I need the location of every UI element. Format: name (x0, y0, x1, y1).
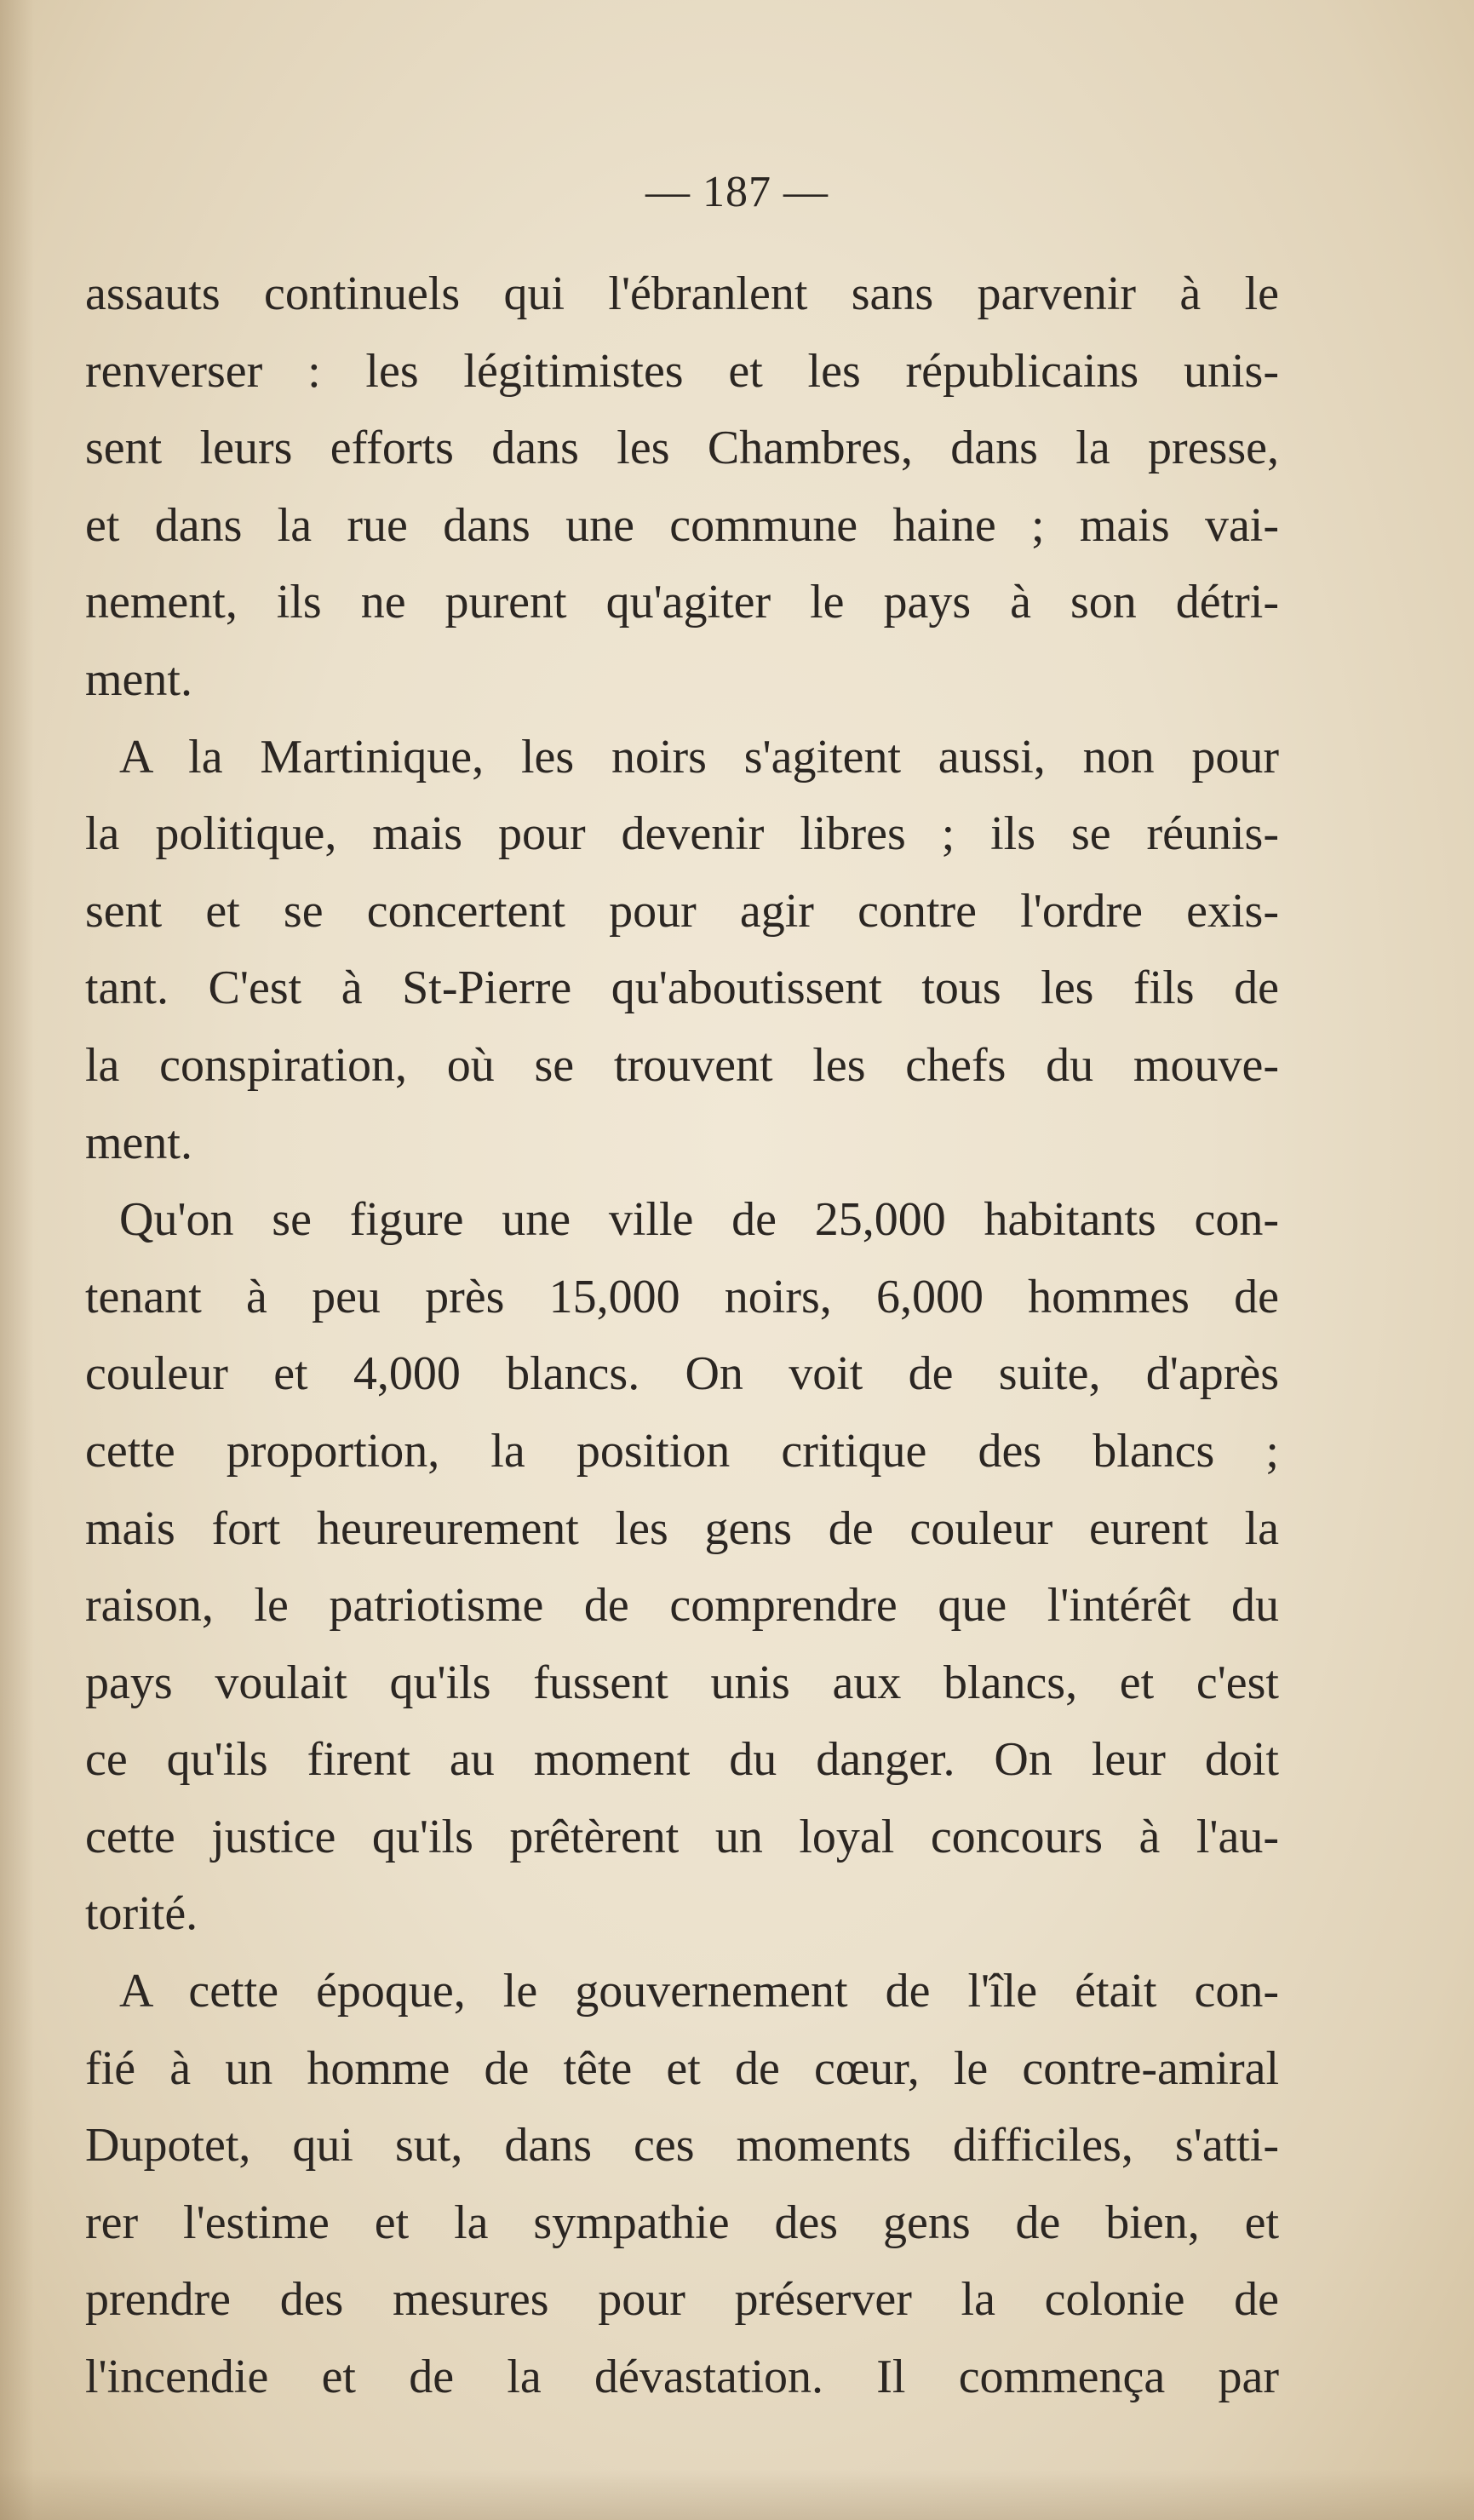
text-line: pays voulait qu'ils fussent unis aux blancs, et c'est (85, 1656, 1279, 1709)
text-line: raison, le patriotisme de comprendre que l'intérêt du (85, 1579, 1279, 1633)
text-line: ment. (85, 1116, 192, 1169)
text-line: et dans la rue dans une commune haine ; mais vai- (85, 498, 1279, 552)
text-line: assauts continuels qui l'ébranlent sans parvenir à le (85, 267, 1279, 320)
text-line: tant. C'est à St-Pierre qu'aboutissent tous les fils de (85, 962, 1279, 1015)
text-line: nement, ils ne purent qu'agiter le pays à son détri- (85, 576, 1279, 629)
page-number: — 187 — (645, 168, 829, 216)
body-text (85, 255, 1279, 2416)
text-line: cette proportion, la position critique des blancs ; (85, 1424, 1279, 1478)
page-bottom-shadow (0, 2469, 1474, 2520)
text-line: Dupotet, qui sut, dans ces moments difficiles, s'atti- (85, 2119, 1279, 2173)
text-line: torité. (85, 1887, 198, 1941)
text-line: l'incendie et de la dévastation. Il commença par (85, 2351, 1279, 2404)
text-line: tenant à peu près 15,000 noirs, 6,000 hommes de (85, 1270, 1279, 1323)
text-line: sent et se concertent pour agir contre l'ordre exis- (85, 884, 1279, 938)
paragraph-start-line: Qu'on se figure une ville de 25,000 habitants con- (119, 1193, 1279, 1247)
text-line: prendre des mesures pour préserver la colonie de (85, 2273, 1279, 2327)
text-line: rer l'estime et la sympathie des gens de bien, et (85, 2196, 1279, 2249)
page-edge-shadow (0, 0, 34, 2520)
text-line: la conspiration, où se trouvent les chefs du mouve- (85, 1038, 1279, 1092)
text-line: sent leurs efforts dans les Chambres, dans la presse, (85, 422, 1279, 475)
paragraph-start-line: A la Martinique, les noirs s'agitent aussi, non pour (119, 730, 1279, 784)
text-line: la politique, mais pour devenir libres ; ils se réunis- (85, 807, 1279, 861)
text-line: couleur et 4,000 blancs. On voit de suite, d'après (85, 1347, 1279, 1401)
paragraph-start-line: A cette époque, le gouvernement de l'île était con- (119, 1965, 1279, 2018)
text-line: fié à un homme de tête et de cœur, le contre-amiral (85, 2041, 1279, 2095)
text-line: cette justice qu'ils prêtèrent un loyal concours à l'au- (85, 1810, 1279, 1863)
text-line: renverser : les légitimistes et les républicains unis- (85, 344, 1279, 398)
text-line: mais fort heureurement les gens de couleur eurent la (85, 1501, 1279, 1555)
text-line: ment. (85, 652, 192, 706)
text-line: ce qu'ils firent au moment du danger. On leur doit (85, 1733, 1279, 1787)
